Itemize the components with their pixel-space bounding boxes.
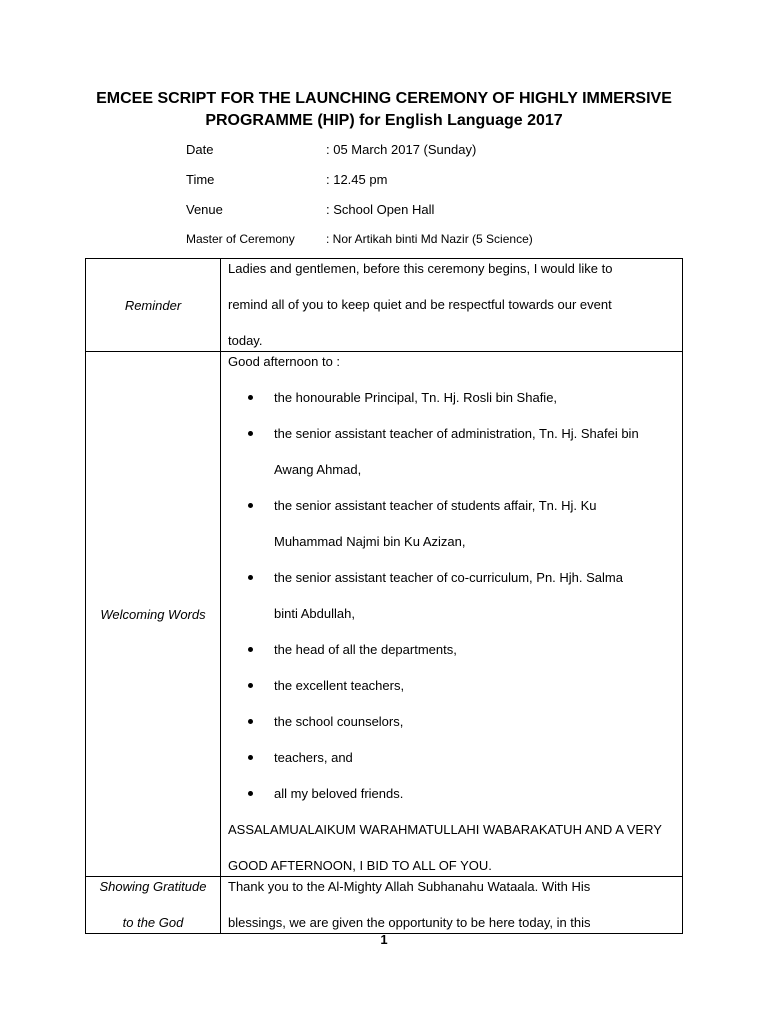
bullet-icon: [248, 719, 253, 724]
list-item: teachers, and: [228, 748, 678, 784]
bullet-icon: [248, 683, 253, 688]
list-item: the senior assistant teacher of students affair, Tn. Hj. Ku: [228, 496, 678, 532]
welcoming-intro: Good afternoon to :: [228, 354, 341, 369]
list-item: the school counselors,: [228, 712, 678, 748]
reminder-line-3: today.: [228, 333, 263, 348]
meta-time-value: : 12.45 pm: [326, 172, 388, 187]
bullet-icon: [248, 431, 253, 436]
gratitude-line-1: Thank you to the Al-Mighty Allah Subhanahu Wataala. With His: [228, 879, 591, 894]
title-line-2: PROGRAMME (HIP) for English Language 2017: [205, 112, 563, 129]
bullet-icon: [248, 395, 253, 400]
page-number: 1: [380, 932, 388, 947]
welcoming-closing-1: ASSALAMUALAIKUM WARAHMATULLAHI WABARAKATUH AND A VERY: [228, 822, 662, 837]
list-item-continuation: binti Abdullah,: [274, 606, 355, 621]
reminder-line-1: Ladies and gentlemen, before this ceremony begins, I would like to: [228, 261, 613, 276]
list-item: the honourable Principal, Tn. Hj. Rosli bin Shafie,: [228, 388, 678, 424]
bullet-icon: [248, 791, 253, 796]
gratitude-label-line-2: to the God: [122, 915, 184, 930]
meta-venue-value: : School Open Hall: [326, 202, 435, 217]
gratitude-line-2: blessings, we are given the opportunity to be here today, in this: [228, 915, 591, 930]
list-item: the senior assistant teacher of administration, Tn. Hj. Shafei bin: [228, 424, 678, 460]
reminder-label: Reminder: [86, 259, 221, 352]
list-item: the head of all the departments,: [228, 640, 678, 676]
bullet-icon: [248, 503, 253, 508]
gratitude-row: [86, 877, 683, 934]
welcoming-row: [86, 352, 683, 877]
bullet-icon: [248, 755, 253, 760]
meta-emcee-label: Master of Ceremony: [186, 232, 295, 246]
list-item-continuation: Awang Ahmad,: [274, 462, 362, 477]
list-item: the senior assistant teacher of co-curriculum, Pn. Hjh. Salma: [228, 568, 678, 604]
gratitude-content: [221, 877, 683, 934]
list-item: the excellent teachers,: [228, 676, 678, 712]
document-title: [90, 88, 678, 132]
meta-date-label: Date: [186, 142, 214, 157]
bullet-icon: [248, 647, 253, 652]
list-item: all my beloved friends.: [228, 784, 678, 820]
list-item-continuation: Muhammad Najmi bin Ku Azizan,: [274, 534, 466, 549]
meta-time-label: Time: [186, 172, 215, 187]
welcoming-content: [221, 352, 683, 877]
gratitude-label: [86, 877, 221, 934]
reminder-line-2: remind all of you to keep quiet and be respectful towards our event: [228, 297, 612, 312]
meta-venue-label: Venue: [186, 202, 223, 217]
reminder-row: [86, 259, 683, 352]
gratitude-label-line-1: Showing Gratitude: [99, 879, 207, 894]
reminder-content: [221, 259, 683, 352]
title-line-1: EMCEE SCRIPT FOR THE LAUNCHING CEREMONY OF HIGHLY IMMERSIVE: [96, 90, 672, 107]
bullet-icon: [248, 575, 253, 580]
script-table: [85, 258, 683, 934]
welcoming-closing-2: GOOD AFTERNOON, I BID TO ALL OF YOU.: [228, 858, 492, 873]
meta-date-value: : 05 March 2017 (Sunday): [326, 142, 477, 157]
welcoming-label: Welcoming Words: [86, 352, 221, 877]
meta-emcee-value: : Nor Artikah binti Md Nazir (5 Science): [326, 232, 533, 246]
